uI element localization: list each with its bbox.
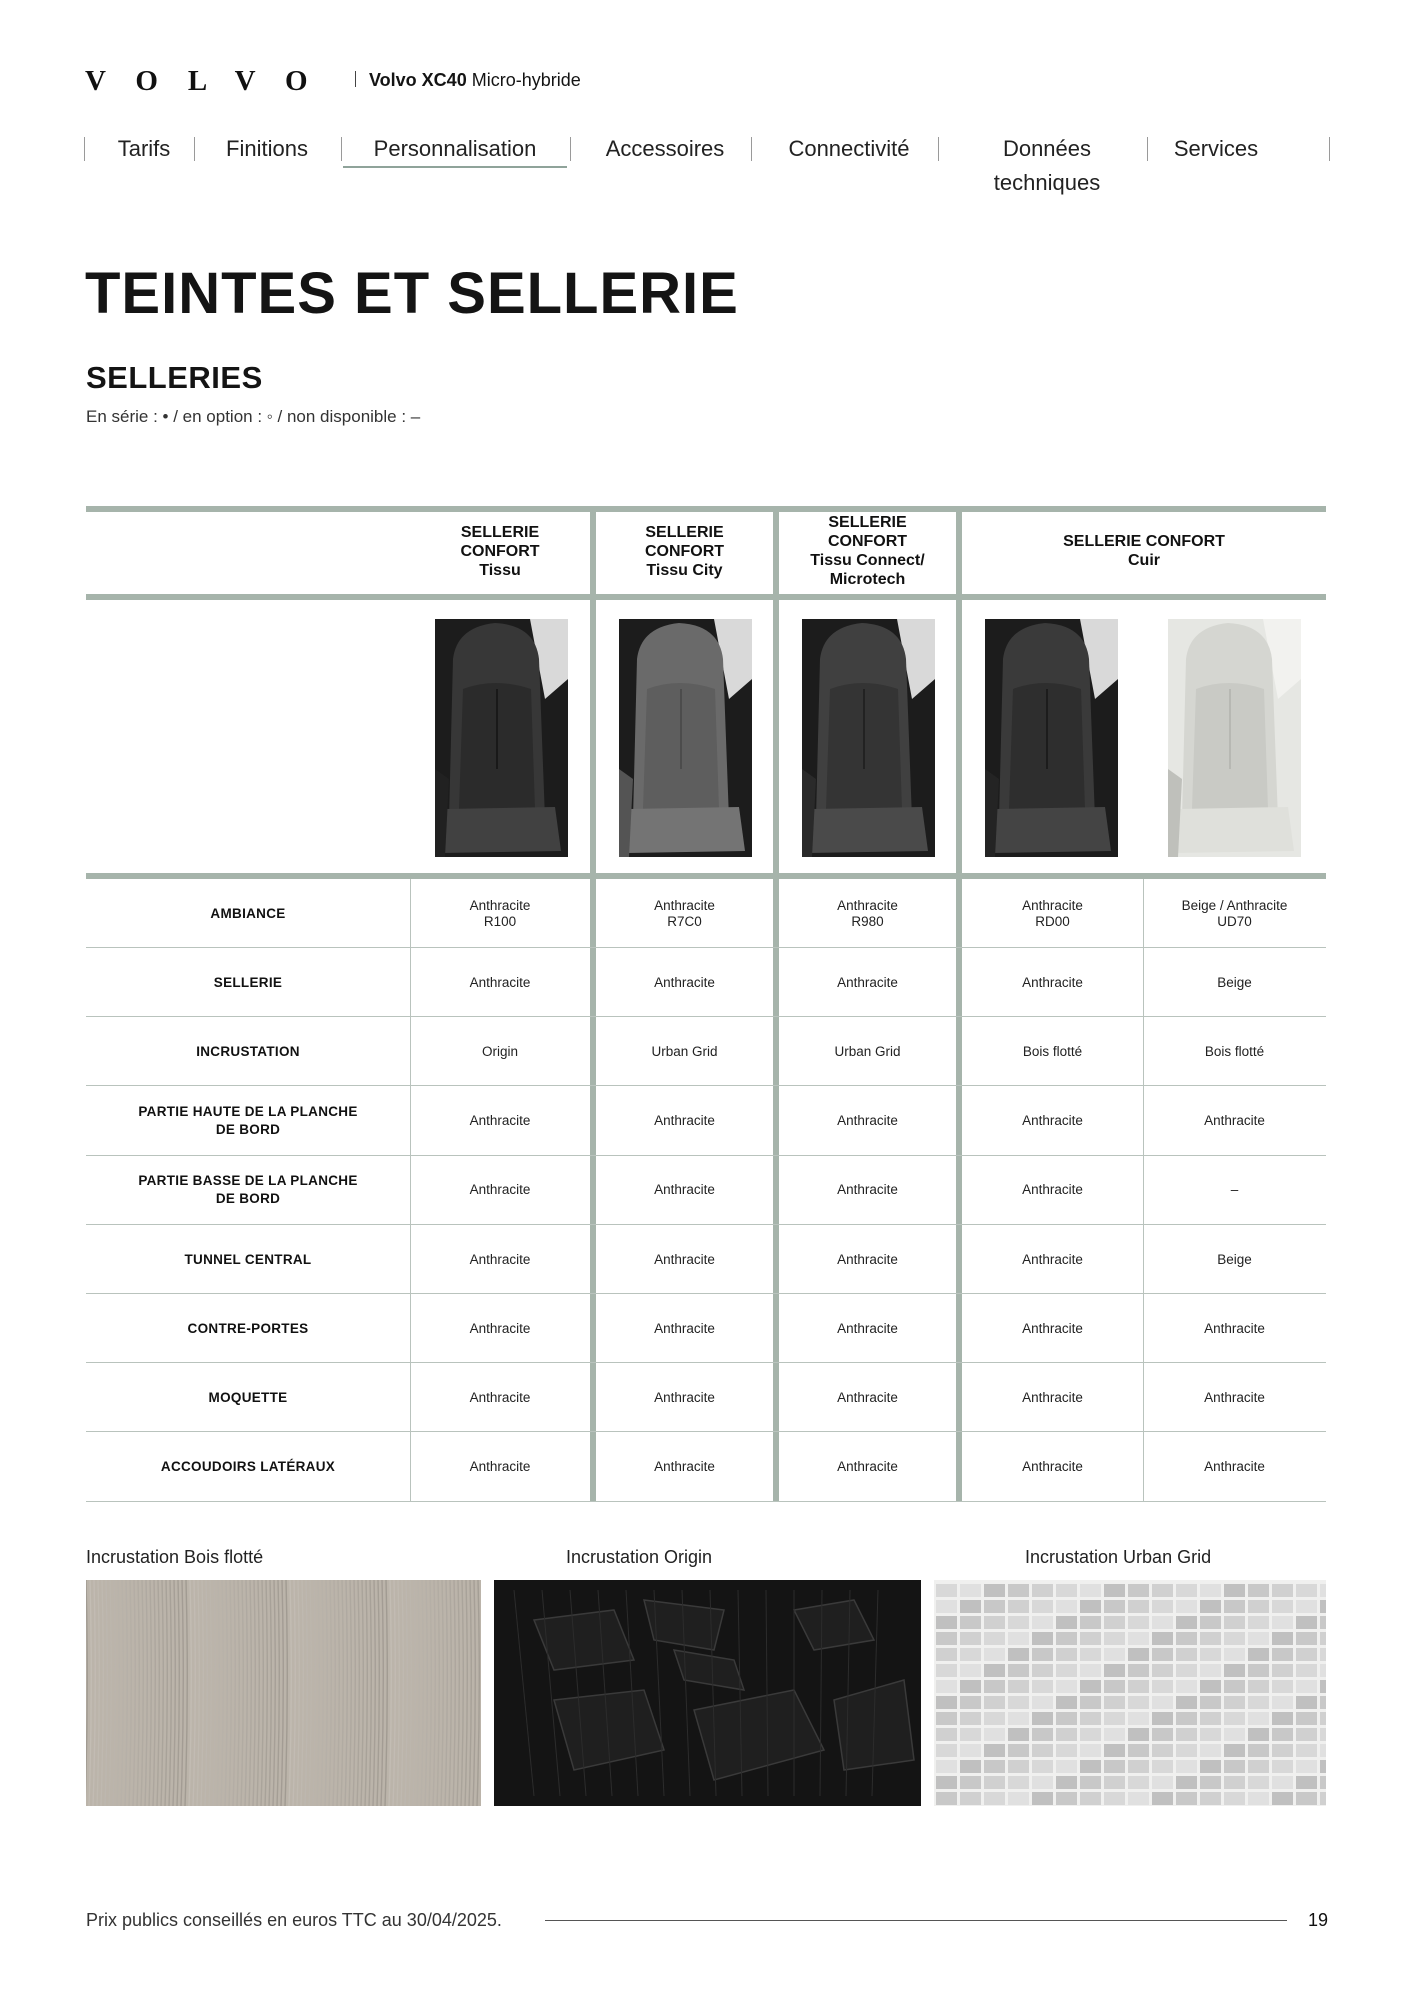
seat-image <box>985 619 1118 857</box>
header-model <box>369 69 581 91</box>
table-cell <box>410 1087 590 1156</box>
cell-value: Anthracite <box>654 1320 715 1336</box>
cell-value: Anthracite <box>837 1389 898 1405</box>
row-label-text <box>196 1043 300 1061</box>
table-cell <box>779 1294 956 1363</box>
row-label-line: INCRUSTATION <box>196 1043 300 1059</box>
column-header-tissu-city <box>596 506 773 596</box>
cell-value: Anthracite <box>469 1389 531 1405</box>
table-cell <box>1143 1017 1326 1086</box>
cell-value: Anthracite <box>1022 1251 1083 1267</box>
cell-value: Anthracite <box>654 897 715 913</box>
seat-illustration <box>435 619 568 857</box>
seat-illustration <box>802 619 935 857</box>
table-cell <box>962 1363 1143 1432</box>
table-cell <box>596 1087 773 1156</box>
section-subtitle: SELLERIES <box>86 360 263 395</box>
row-label-text <box>214 974 282 992</box>
cell-value: Anthracite <box>654 1182 715 1198</box>
upholstery-table <box>86 506 1326 1502</box>
table-cell <box>596 1017 773 1086</box>
nav-divider <box>938 137 939 161</box>
table-cell <box>596 879 773 948</box>
table-cell <box>1143 948 1326 1017</box>
cell-value: Beige <box>1217 974 1252 990</box>
nav-tab-finitions[interactable]: Finitions <box>226 136 308 161</box>
table-row <box>86 1225 1326 1294</box>
header-line: CONFORT <box>827 533 908 550</box>
table-cell <box>596 1156 773 1225</box>
cell-code: RD00 <box>1035 913 1070 929</box>
cell-value: Beige / Anthracite <box>1181 897 1288 913</box>
cell-value: Bois flotté <box>1204 1043 1265 1059</box>
row-label-text <box>138 1103 357 1139</box>
section-nav <box>84 132 1330 195</box>
cell-value: Anthracite <box>654 1389 715 1405</box>
cell-value: Anthracite <box>469 974 531 990</box>
row-label <box>86 948 410 1017</box>
row-label-line: CONTRE-PORTES <box>187 1320 309 1336</box>
table-cell <box>1143 1363 1326 1432</box>
table-cell <box>962 1433 1143 1502</box>
footer-note: Prix publics conseillés en euros TTC au 30/04/2025. <box>86 1910 502 1930</box>
row-label <box>86 1087 410 1156</box>
table-cell <box>779 1156 956 1225</box>
header-line: SELLERIE <box>645 523 724 541</box>
swatch-label-origin: Incrustation Origin <box>566 1547 713 1567</box>
table-cell <box>410 1433 590 1502</box>
row-label-line: ACCOUDOIRS LATÉRAUX <box>160 1459 336 1475</box>
table-cell <box>779 948 956 1017</box>
row-label-line: DE BORD <box>215 1191 281 1207</box>
swatch-origin <box>494 1580 921 1806</box>
header-line: Tissu Connect/ <box>810 552 925 569</box>
cell-code: UD70 <box>1217 913 1252 929</box>
header-line: Cuir <box>1128 552 1160 569</box>
cell-value: Anthracite <box>469 1320 531 1336</box>
cell-value: Anthracite <box>654 1113 715 1129</box>
table-row <box>86 1087 1326 1156</box>
table-cell <box>596 1433 773 1502</box>
row-label <box>86 1156 410 1225</box>
page-number: 19 <box>1307 1910 1328 1930</box>
seat-illustration <box>985 619 1118 857</box>
table-cell <box>962 879 1143 948</box>
table-cell <box>410 1225 590 1294</box>
cell-value: Anthracite <box>1022 1320 1083 1336</box>
nav-divider <box>194 137 195 161</box>
cell-value: Anthracite <box>1204 1459 1265 1475</box>
table-cell <box>596 1294 773 1363</box>
table-row <box>86 1156 1326 1225</box>
cell-value: Anthracite <box>654 1251 715 1267</box>
cell-value: Anthracite <box>1022 897 1083 913</box>
cell-value: Anthracite <box>654 974 715 990</box>
header-line: Tissu <box>479 561 521 579</box>
nav-tab-donnees-techniques[interactable]: Données techniques <box>993 136 1101 195</box>
header-line: Tissu City <box>646 561 723 579</box>
row-label-line: PARTIE BASSE DE LA PLANCHE <box>138 1173 358 1189</box>
nav-divider <box>1329 137 1330 161</box>
cell-value: Anthracite <box>1022 1182 1083 1198</box>
table-cell <box>962 1017 1143 1086</box>
table-cell <box>596 1225 773 1294</box>
volvo-logo: VOLVO <box>85 65 338 97</box>
seat-image <box>1168 619 1301 857</box>
swatch-label-bois-flotte: Incrustation Bois flotté <box>86 1547 264 1567</box>
cell-value: Anthracite <box>837 1113 898 1129</box>
table-cell <box>410 1294 590 1363</box>
cell-value: Anthracite <box>837 974 898 990</box>
row-label <box>86 879 410 948</box>
nav-tab-personnalisation[interactable]: Personnalisation <box>343 132 567 168</box>
row-label <box>86 1294 410 1363</box>
swatch-bois-flotte <box>86 1580 481 1806</box>
row-label-line: AMBIANCE <box>210 905 286 921</box>
table-cell <box>962 948 1143 1017</box>
cell-value: Urban Grid <box>651 1043 718 1059</box>
row-label <box>86 1433 410 1502</box>
header-line: SELLERIE <box>460 523 540 541</box>
wood-texture <box>86 1580 481 1806</box>
header-separator <box>355 71 356 87</box>
table-cell <box>779 1017 956 1086</box>
cell-value: Anthracite <box>1204 1113 1265 1129</box>
nav-divider <box>751 137 752 161</box>
cell-code: R7C0 <box>667 913 702 929</box>
table-cell <box>1143 1225 1326 1294</box>
model-variant: Micro-hybride <box>471 70 581 90</box>
cell-value: Bois flotté <box>1022 1043 1083 1059</box>
table-row <box>86 1294 1326 1363</box>
nav-tab-connectivite[interactable]: Connectivité <box>788 136 910 161</box>
header-line: SELLERIE <box>828 514 907 531</box>
row-label-line: SELLERIE <box>213 974 283 990</box>
cell-value: Anthracite <box>1022 1459 1083 1475</box>
table-cell <box>779 1433 956 1502</box>
nav-divider <box>84 137 85 161</box>
cell-value: – <box>1230 1182 1239 1198</box>
table-cell <box>410 948 590 1017</box>
row-label-text <box>210 905 285 923</box>
cell-value: Anthracite <box>837 1320 898 1336</box>
nav-tab-accessoires[interactable]: Accessoires <box>605 136 725 161</box>
table-row <box>86 948 1326 1017</box>
cell-value: Anthracite <box>1022 1113 1083 1129</box>
table-cell <box>1143 1433 1326 1502</box>
nav-divider <box>1147 137 1148 161</box>
nav-divider <box>341 137 342 161</box>
cell-value: Beige <box>1217 1251 1252 1267</box>
cell-value: Anthracite <box>837 1459 898 1475</box>
cell-value: Anthracite <box>837 1251 898 1267</box>
column-header-tissu-connect <box>779 506 956 596</box>
row-label <box>86 1017 410 1086</box>
cell-value: Anthracite <box>469 1459 531 1475</box>
row-label-text <box>138 1172 357 1208</box>
nav-divider <box>570 137 571 161</box>
cell-value: Anthracite <box>469 1251 531 1267</box>
urban-grid-texture <box>934 1580 1326 1806</box>
table-cell <box>596 948 773 1017</box>
table-row <box>86 1017 1326 1086</box>
row-label-text <box>161 1458 335 1476</box>
cell-value: Urban Grid <box>834 1043 901 1059</box>
cell-value: Anthracite <box>469 897 531 913</box>
row-label-line: DE BORD <box>215 1122 281 1138</box>
cell-code: R980 <box>851 913 884 929</box>
header-line: CONFORT <box>644 542 725 560</box>
table-cell <box>1143 1087 1326 1156</box>
cell-value: Anthracite <box>837 1182 898 1198</box>
legend-text: En série : • / en option : ◦ / non disponible : – <box>86 407 421 426</box>
table-cell <box>962 1087 1143 1156</box>
page-title: TEINTES ET SELLERIE <box>85 261 739 326</box>
table-cell <box>1143 1294 1326 1363</box>
seat-illustration <box>1168 619 1301 857</box>
row-label-text <box>209 1389 288 1407</box>
row-label-line: MOQUETTE <box>208 1389 288 1405</box>
row-label-text <box>185 1251 312 1269</box>
table-cell <box>962 1156 1143 1225</box>
row-label-line: TUNNEL CENTRAL <box>184 1251 312 1267</box>
table-cell <box>410 879 590 948</box>
row-label <box>86 1363 410 1432</box>
cell-value: Anthracite <box>654 1459 715 1475</box>
footer-rule <box>545 1920 1287 1921</box>
row-label-text <box>188 1320 309 1338</box>
seat-image <box>619 619 752 857</box>
swatch-urban-grid <box>934 1580 1326 1806</box>
header-line: CONFORT <box>460 542 540 560</box>
seat-image <box>802 619 935 857</box>
table-cell <box>779 1363 956 1432</box>
header-line: SELLERIE CONFORT <box>1063 533 1225 550</box>
row-label <box>86 1225 410 1294</box>
header-line: Microtech <box>829 571 906 588</box>
cell-value: Origin <box>481 1043 518 1059</box>
table-cell <box>410 1156 590 1225</box>
origin-map-texture <box>494 1580 921 1806</box>
table-cell <box>1143 879 1326 948</box>
row-separator <box>86 1501 1326 1502</box>
nav-tab-tarifs[interactable]: Tarifs <box>117 136 171 161</box>
table-cell <box>779 1087 956 1156</box>
column-header-cuir <box>962 506 1326 596</box>
swatch-label-urban-grid: Incrustation Urban Grid <box>1025 1547 1212 1567</box>
cell-code: R100 <box>483 913 517 929</box>
cell-value: Anthracite <box>1204 1389 1265 1405</box>
table-cell <box>962 1225 1143 1294</box>
cell-value: Anthracite <box>469 1182 531 1198</box>
seat-image <box>435 619 568 857</box>
table-row <box>86 1433 1326 1502</box>
table-cell <box>962 1294 1143 1363</box>
table-row <box>86 879 1326 948</box>
table-row <box>86 1363 1326 1432</box>
nav-tab-services[interactable]: Services <box>1173 136 1259 161</box>
column-header-tissu <box>410 506 590 596</box>
table-cell <box>779 1225 956 1294</box>
table-cell <box>410 1363 590 1432</box>
seat-illustration <box>619 619 752 857</box>
table-cell <box>1143 1156 1326 1225</box>
cell-value: Anthracite <box>837 897 898 913</box>
cell-value: Anthracite <box>469 1113 531 1129</box>
table-cell <box>779 879 956 948</box>
table-cell <box>596 1363 773 1432</box>
model-name: Volvo XC40 <box>369 70 467 90</box>
table-cell <box>410 1017 590 1086</box>
cell-value: Anthracite <box>1204 1320 1265 1336</box>
cell-value: Anthracite <box>1022 1389 1083 1405</box>
row-label-line: PARTIE HAUTE DE LA PLANCHE <box>138 1104 358 1120</box>
cell-value: Anthracite <box>1022 974 1083 990</box>
